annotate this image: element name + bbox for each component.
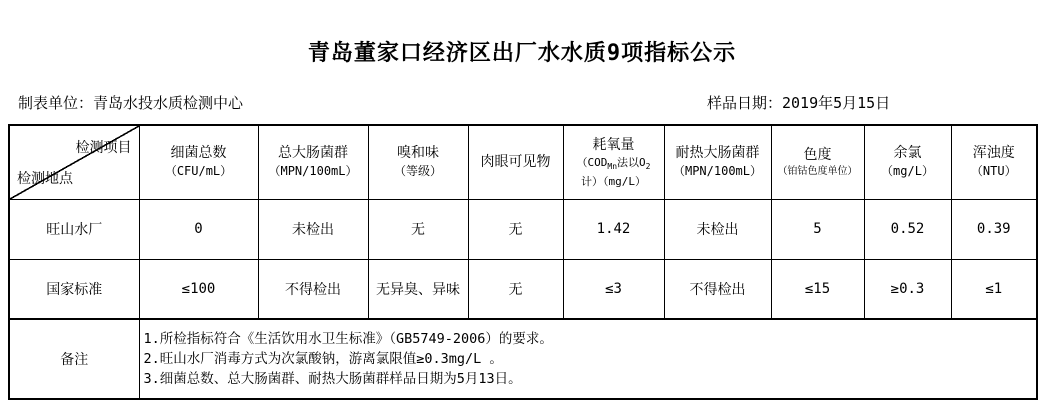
header-name: 浑浊度 (972, 145, 1015, 162)
header-cell-total-coliform (258, 125, 368, 199)
cell-odor-taste: 无 (368, 199, 468, 259)
issuer-label: 制表单位：青岛水投水质检测中心 (18, 94, 244, 112)
header-cell-cod (563, 125, 664, 199)
remark-label: 备注 (9, 319, 139, 399)
header-cell-turbidity (951, 125, 1037, 199)
header-unit: （$COD_{Mn}$法以$O_2$ (576, 155, 651, 171)
header-name: 耐热大肠菌群 (675, 145, 760, 162)
header-unit: （MPN/100mL） (672, 164, 763, 179)
cell-visible-matter: 无 (468, 199, 563, 259)
corner-label-items: 检测项目 (75, 140, 132, 156)
cell-chroma: 5 (771, 199, 864, 259)
header-name: 余氯 (893, 145, 922, 162)
data-row-national-standard (9, 259, 1037, 319)
remark-body (139, 319, 1037, 399)
cell-turbidity: ≤1 (951, 259, 1037, 319)
header-unit: 计）（mg/L） (581, 174, 646, 188)
cell-residual-chlorine: ≥0.3 (864, 259, 951, 319)
cell-cod: ≤3 (563, 259, 664, 319)
header-name: 色度 (803, 146, 832, 163)
header-name: 细菌总数 (170, 145, 227, 162)
remark-row (9, 319, 1037, 399)
header-unit: （铂钴色度单位） (777, 165, 858, 177)
meta-row (0, 92, 1044, 114)
cell-cod: 1.42 (563, 199, 664, 259)
row-label: 旺山水厂 (9, 199, 139, 259)
cell-thermotolerant-coliform: 未检出 (664, 199, 771, 259)
row-label: 国家标准 (9, 259, 139, 319)
remark-line: 1.所检指标符合《生活饮用水卫生标准》（GB5749-2006）的要求。 (143, 331, 553, 347)
header-name: 耗氧量 (592, 136, 635, 153)
header-cell-odor-taste (368, 125, 468, 199)
cell-bacteria-count: ≤100 (139, 259, 258, 319)
data-row-wangshan-plant (9, 199, 1037, 259)
header-unit: （mg/L） (881, 164, 934, 179)
header-row (9, 125, 1037, 199)
corner-label-sites: 检测地点 (17, 170, 73, 187)
header-cell-chroma (771, 125, 864, 199)
cell-turbidity: 0.39 (951, 199, 1037, 259)
remark-line: 2.旺山水厂消毒方式为次氯酸钠，游离氯限值≥0.3mg/L 。 (143, 351, 503, 367)
corner-cell (9, 125, 139, 199)
sample-date-label: 样品日期：2019年5月15日 (707, 94, 891, 112)
cell-visible-matter: 无 (468, 259, 563, 319)
remark-line: 3.细菌总数、总大肠菌群、耐热大肠菌群样品日期为5月13日。 (143, 371, 522, 387)
cell-total-coliform: 未检出 (258, 199, 368, 259)
header-unit: （CFU/mL） (164, 164, 233, 179)
cell-chroma: ≤15 (771, 259, 864, 319)
page-title: 青岛董家口经济区出厂水水质9项指标公示 (307, 41, 737, 66)
header-name: 肉眼可见物 (480, 153, 551, 170)
remark-lines (140, 327, 1037, 391)
water-quality-table (8, 124, 1038, 400)
header-cell-thermotolerant-coliform (664, 125, 771, 199)
header-cell-visible-matter (468, 125, 563, 199)
header-cell-residual-chlorine (864, 125, 951, 199)
header-unit: （NTU） (970, 164, 1017, 179)
header-name: 嗅和味 (397, 145, 439, 162)
cell-total-coliform: 不得检出 (258, 259, 368, 319)
cell-thermotolerant-coliform: 不得检出 (664, 259, 771, 319)
cell-residual-chlorine: 0.52 (864, 199, 951, 259)
cell-bacteria-count: 0 (139, 199, 258, 259)
header-name: 总大肠菌群 (278, 145, 348, 162)
header-cell-bacteria-count (139, 125, 258, 199)
cell-odor-taste: 无异臭、异味 (368, 259, 468, 319)
header-unit: （等级） (393, 164, 442, 179)
header-unit: （MPN/100mL） (268, 164, 358, 179)
